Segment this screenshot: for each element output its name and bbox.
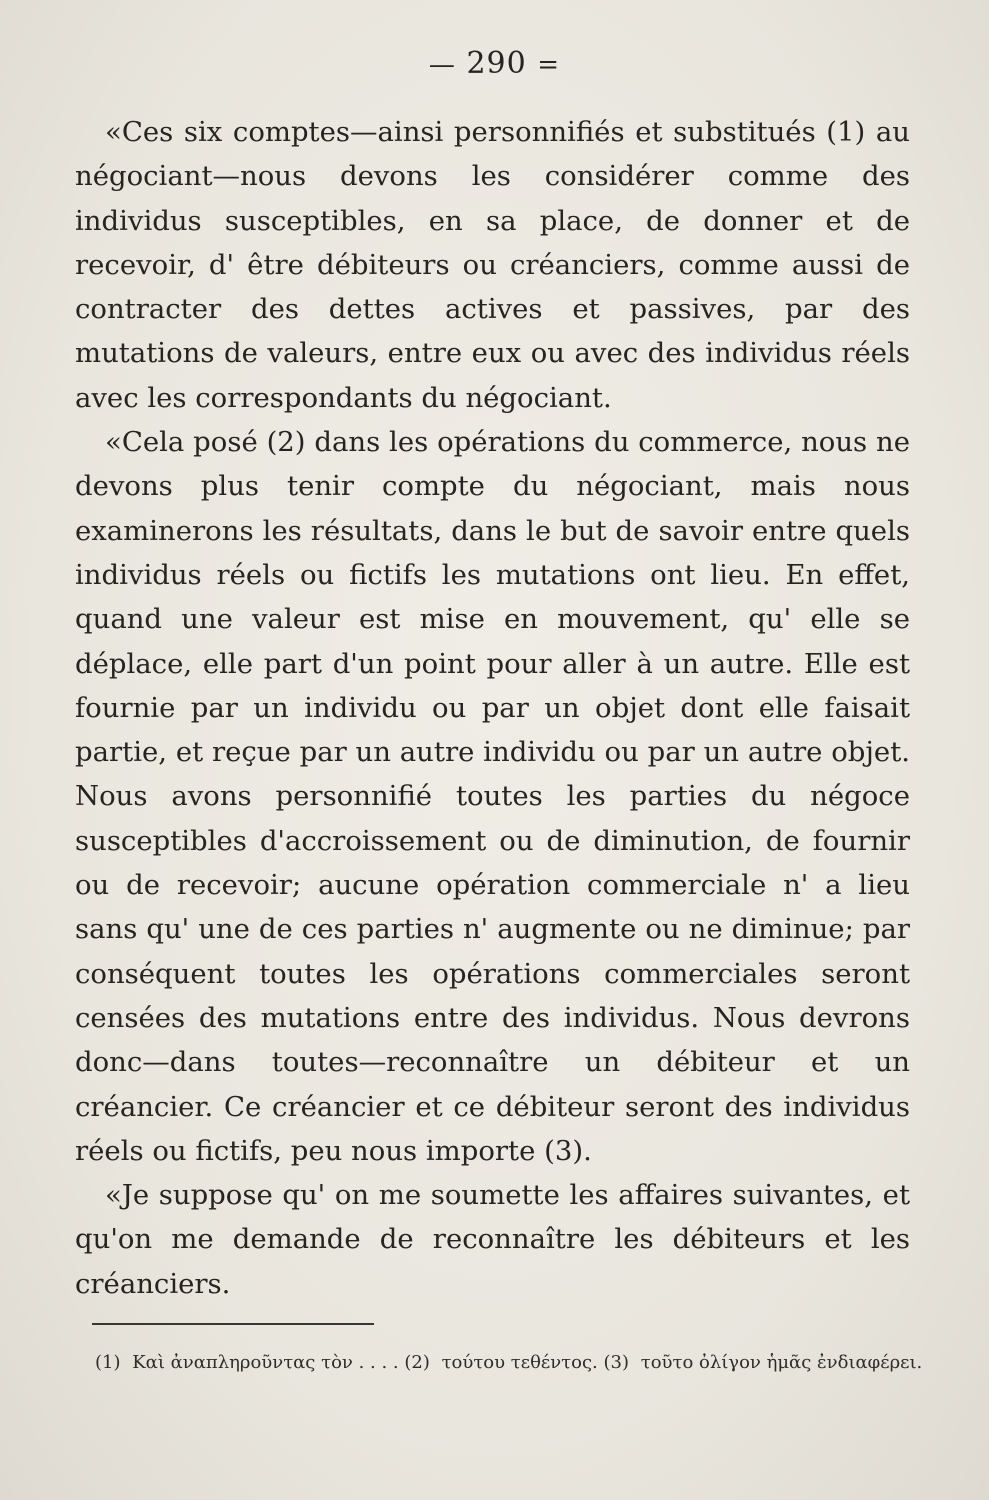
page-number: 290 [466, 46, 527, 81]
page-header [0, 46, 989, 81]
footnotes [95, 1345, 925, 1381]
footnote-rule [92, 1323, 374, 1325]
footnote-2-text: τούτου τεθέντος. [441, 1352, 598, 1373]
footnote-2-marker: (2) [404, 1352, 430, 1373]
paragraph-2: «Cela posé (2) dans les opérations du commerce, nous ne devons plus tenir compte du négociant, mais nous examinerons les résultats, dans le but de savoir entre quels individus réels ou fictifs les mutations ont lieu. En effet, quand une valeur est mise en mouvement, qu' elle se déplace, elle part d'un point pour aller à un autre. Elle est fournie par un individu ou par un objet dont elle faisait partie, et reçue par un autre individu ou par un autre objet. Nous avons personnifié toutes les parties du négoce susceptibles d'accroissement ou de diminution, de fournir ou de recevoir; aucune opération commerciale n' a lieu sans qu' une de ces parties n' augmente ou ne diminue; par conséquent toutes les opérations commerciales seront censées des mutations entre des individus. Nous devrons donc—dans toutes—reconnaître un débiteur et un créancier. Ce créancier et ce débiteur seront des individus réels ou fictifs, peu nous importe (3). [75, 426, 910, 1167]
footnote-1-marker: (1) [95, 1352, 121, 1373]
paragraph-1: «Ces six comptes—ainsi personnifiés et substitués (1) au négociant—nous devons les considérer comme des individus susceptibles, en sa place, de donner et de recevoir, d' être débiteurs ou créanciers, comme aussi de contracter des dettes actives et passives, par des mutations de valeurs, entre eux ou avec des individus réels avec les correspondants du négociant. [75, 116, 910, 414]
paragraph-3: «Je suppose qu' on me soumette les affaires suivantes, et qu'on me demande de reconnaître les débiteurs et les créanciers. [75, 1179, 910, 1300]
footnote-3-marker: (3) [603, 1352, 630, 1373]
main-text [75, 110, 910, 1306]
header-dash-left: — [428, 50, 456, 80]
header-dash-right: = [537, 50, 561, 80]
footnote-1-text: Καὶ ἀναπληροῦντας τὸν . . . . [132, 1352, 399, 1373]
footnote-3-text: τοῦτο ὀλίγον ἡμᾶς ἐνδιαφέρει. [640, 1352, 923, 1373]
